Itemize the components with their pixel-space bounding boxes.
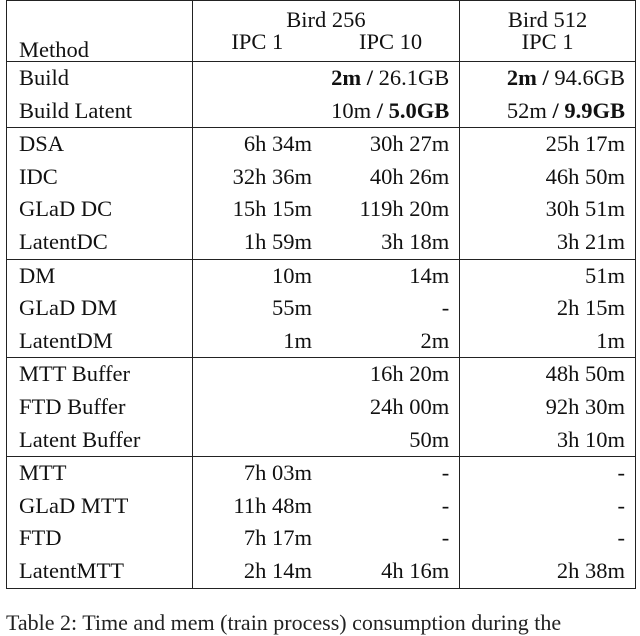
value-cell: 55m [271,295,312,321]
value-cell: 15h 15m [232,196,312,222]
table-row [7,62,636,95]
value-cell: 51m [460,259,636,292]
table-row [7,128,636,161]
value-cell [192,391,322,424]
method-cell: Build [7,62,193,95]
table-row [7,95,636,128]
table-row [7,424,636,457]
value-cell: 3h 21m [460,226,636,259]
table-row [7,391,636,424]
bird256-value-part: 5.0GB [388,97,450,123]
method-cell: MTT Buffer [7,358,193,391]
method-cell: LatentDC [7,226,193,259]
table-row [7,490,636,523]
value-cell: 1h 59m [243,229,312,255]
method-cell: MTT [7,457,193,490]
value-cell: 48h 50m [460,358,636,391]
value-cell: 6h 34m [192,128,322,161]
header-row-top [7,1,636,32]
value-cell [192,424,322,457]
value-cell: 2m [322,325,460,358]
value-cell: 46h 50m [460,161,636,194]
header-method: Method [7,1,193,62]
value-cell: - [322,522,460,555]
bird512-cell [460,95,636,128]
value-cell: 1m [460,325,636,358]
bird512-value-part: 2m [506,65,537,91]
method-cell: FTD [7,522,193,555]
value-cell: 14m [322,259,460,292]
value-cell: 7h 17m [243,525,312,551]
bird512-value-part: / [536,65,555,91]
bird256-value-part: 2m [331,65,362,91]
bird256-value-part: / [361,65,379,91]
value-cell: 30h 27m [322,128,460,161]
results-table [6,0,636,589]
value-cell: 10m [192,259,322,292]
value-cell: - [322,292,460,325]
value-cell: - [460,457,636,490]
bird256-value-part: / [371,97,389,123]
bird512-value-part: 94.6GB [554,65,625,91]
value-cell: 3h 18m [322,226,460,259]
header-bird256: Bird 256 [192,1,460,32]
bird512-cell [460,62,636,95]
value-cell: - [322,457,460,490]
value-cell: 119h 20m [322,193,460,226]
value-cell: 40h 26m [322,161,460,194]
value-cell: - [460,522,636,555]
table-row [7,226,636,259]
table-caption: Table 2: Time and mem (train process) consumption during the [6,610,562,635]
header-ipc1-bird256: IPC 1 [231,29,284,54]
table-row [7,161,636,194]
value-cell [192,358,322,391]
value-cell: 25h 17m [460,128,636,161]
method-cell: DM [7,259,193,292]
bird256-cell [192,62,460,95]
value-cell: 32h 36m [232,163,312,189]
method-cell: GLaD DC [7,193,193,226]
value-cell: 2h 14m [192,555,322,588]
table-row [7,457,636,490]
bird512-value-part: / [546,97,565,123]
value-cell: - [460,490,636,523]
bird256-cell [192,95,460,128]
method-cell: Build Latent [7,95,193,128]
method-cell: GLaD DM [7,292,193,325]
header-bird512: Bird 512 [460,1,636,32]
bird512-value-part: 9.9GB [564,97,625,123]
bird256-value-part: 10m [331,97,372,123]
table-row [7,193,636,226]
method-cell: IDC [7,161,193,194]
table-row [7,292,636,325]
value-cell: - [322,490,460,523]
value-cell: 2h 38m [460,555,636,588]
table-row [7,259,636,292]
table-row [7,522,636,555]
method-cell: FTD Buffer [7,391,193,424]
bird256-value-part: 26.1GB [378,65,450,91]
table-row [7,325,636,358]
value-cell: 4h 16m [322,555,460,588]
value-cell: 24h 00m [322,391,460,424]
value-cell: 11h 48m [233,492,312,518]
method-cell: LatentDM [7,325,193,358]
header-ipc1-bird512: IPC 1 [460,31,636,62]
value-cell: 30h 51m [460,193,636,226]
table-body [7,62,636,589]
table-row [7,358,636,391]
table-row [7,555,636,588]
method-cell: Latent Buffer [7,424,193,457]
method-cell: DSA [7,128,193,161]
value-cell: 2h 15m [460,292,636,325]
value-cell: 1m [283,327,312,353]
value-cell: 3h 10m [460,424,636,457]
value-cell: 16h 20m [322,358,460,391]
value-cell: 50m [322,424,460,457]
method-cell: LatentMTT [7,555,193,588]
value-cell: 7h 03m [192,457,322,490]
header-ipc10-bird256: IPC 10 [322,31,460,62]
value-cell: 92h 30m [460,391,636,424]
method-cell: GLaD MTT [7,490,193,523]
bird512-value-part: 52m [506,97,547,123]
